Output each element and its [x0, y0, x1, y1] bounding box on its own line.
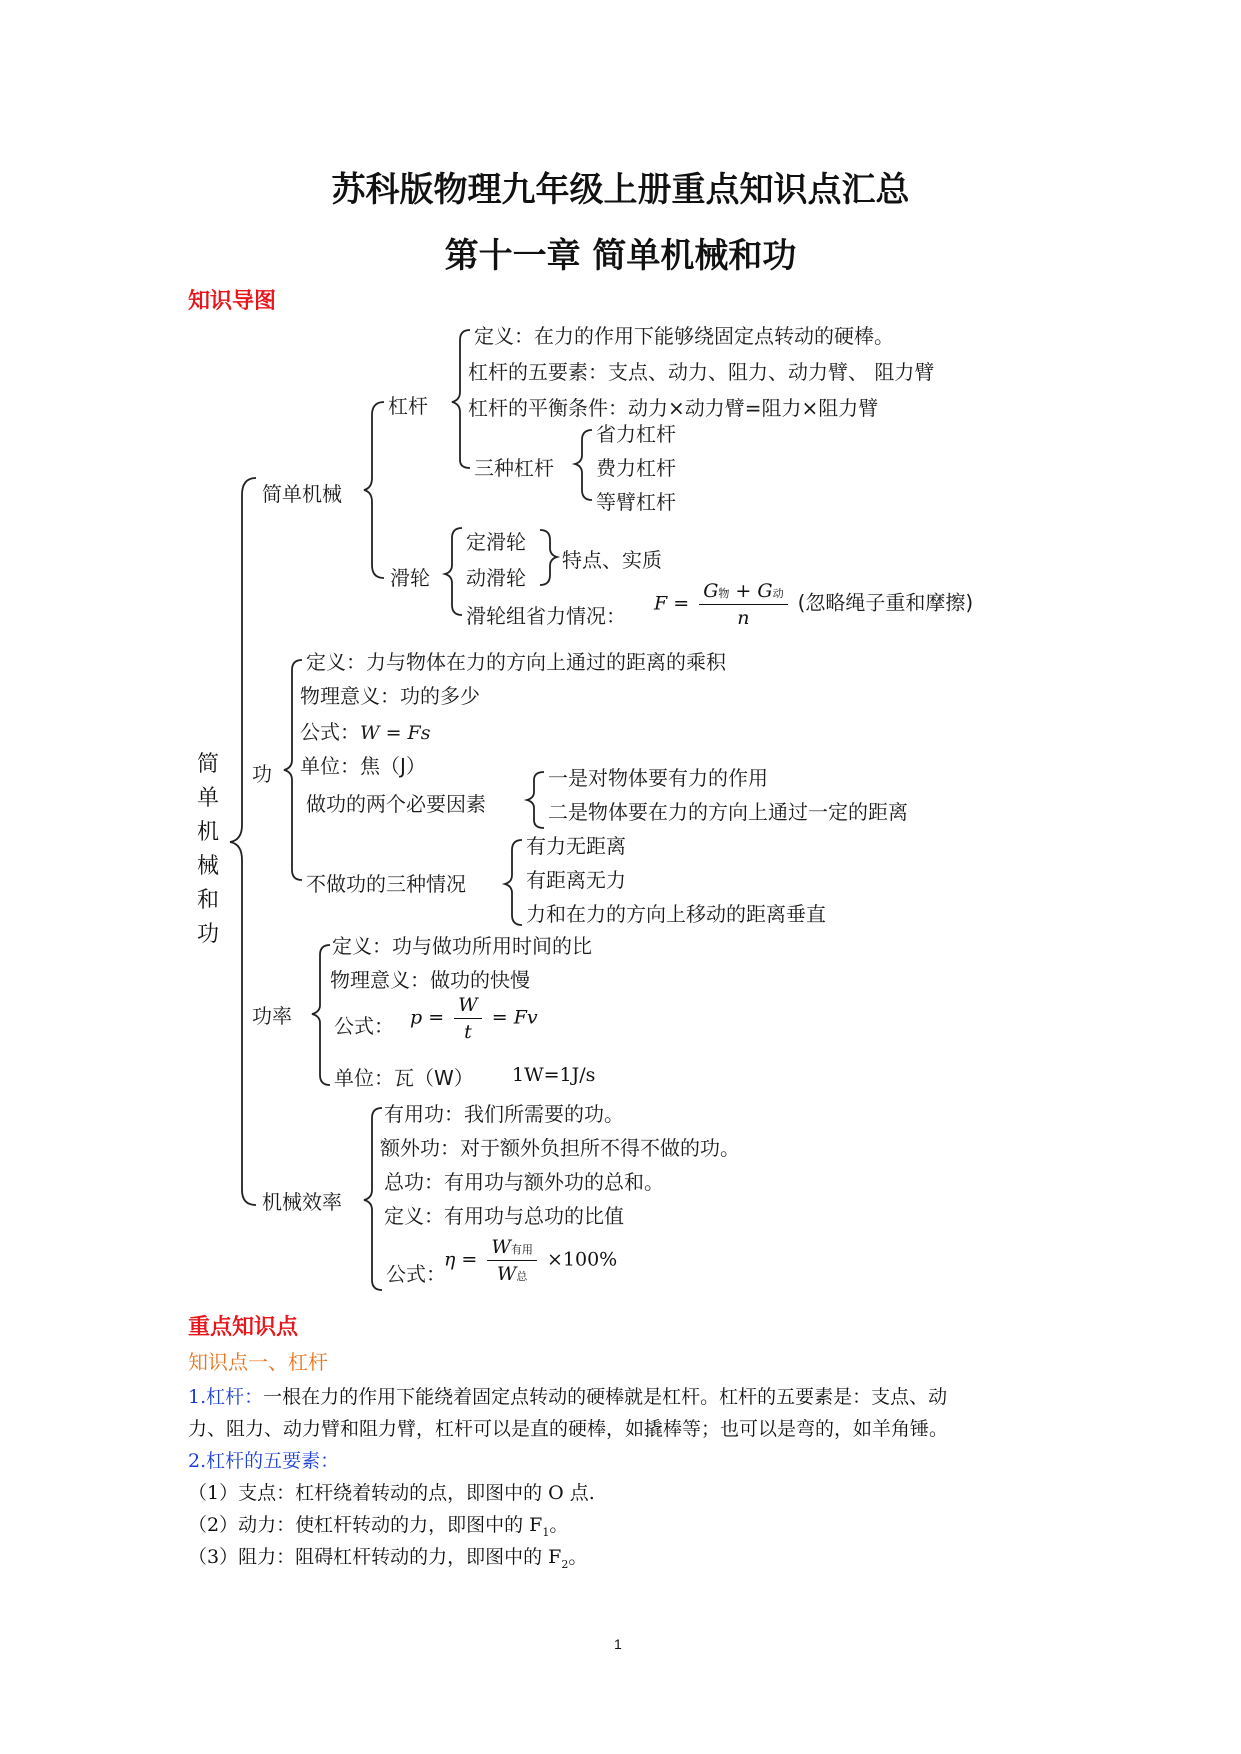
- efficiency-total: 总功：有用功与额外功的总和。: [384, 1170, 664, 1194]
- efficiency-formula: [444, 1236, 617, 1285]
- node-lever-three: 三种杠杆: [474, 456, 554, 480]
- work-meaning: 物理意义：功的多少: [300, 684, 480, 708]
- pulley-formula: [654, 580, 973, 629]
- work-factor-brace: [527, 772, 544, 828]
- page-number: 1: [614, 1636, 622, 1652]
- power-brace: [312, 945, 330, 1085]
- key-points-heading: 重点知识点: [188, 1315, 299, 1340]
- root-char: 械: [196, 854, 219, 879]
- page-title: 苏科版物理九年级上册重点知识点汇总: [331, 170, 910, 210]
- formula-rhs: ×100%: [546, 1248, 618, 1271]
- node-work: 功: [252, 762, 272, 786]
- fixed-pulley: 定滑轮: [466, 530, 526, 554]
- kp1-paragraph2-label: 2.杠杆的五要素：: [188, 1450, 340, 1472]
- formula-note: (忽略绳子重和摩擦): [797, 590, 974, 615]
- efficiency-useful: 有用功：我们所需要的功。: [384, 1102, 624, 1126]
- formula-lhs: η =: [444, 1248, 478, 1271]
- kp1-paragraph1-line2: 力、阻力、动力臂和阻力臂，杠杆可以是直的硬棒，如撬棒等；也可以是弯的，如羊角锤。: [188, 1418, 949, 1440]
- lever-balance: 杠杆的平衡条件：动力×动力臂=阻力×阻力臂: [468, 396, 879, 420]
- power-unit: 单位：瓦（W）: [334, 1066, 474, 1090]
- chapter-title: 第十一章 简单机械和功: [444, 236, 797, 276]
- simple-machine-brace: [364, 402, 384, 578]
- lever-five-elements: 杠杆的五要素：支点、动力、阻力、动力臂、 阻力臂: [468, 360, 935, 384]
- lever-type: 费力杠杆: [596, 456, 676, 480]
- formula-fraction: [487, 1236, 537, 1285]
- no-work-brace: [505, 840, 522, 925]
- formula-denominator: n: [737, 607, 750, 629]
- work-formula: 公式：W = Fs: [300, 720, 431, 744]
- work-factors: 做功的两个必要因素: [306, 792, 486, 816]
- lever-type: 等臂杠杆: [596, 490, 676, 514]
- node-simple-machine: 简单机械: [262, 482, 342, 506]
- mindmap-heading: 知识导图: [188, 289, 277, 314]
- mindmap-root: [193, 748, 223, 952]
- work-unit: 单位：焦（J）: [300, 754, 426, 778]
- efficiency-definition: 定义：有用功与总功的比值: [384, 1204, 624, 1228]
- formula-denominator: t: [464, 1021, 472, 1043]
- node-power: 功率: [252, 1004, 292, 1028]
- root-brace: [230, 478, 256, 1205]
- formula-numerator: G物 + G动: [699, 580, 787, 605]
- work-factor-item: 二是物体要在力的方向上通过一定的距离: [548, 800, 908, 824]
- root-char: 功: [196, 922, 219, 947]
- formula-denominator: W总: [496, 1263, 528, 1285]
- lever-types-brace: [575, 430, 592, 500]
- moving-pulley: 动滑轮: [466, 566, 526, 590]
- power-unit-eq: 1W=1J/s: [512, 1064, 596, 1086]
- kp1-item: （2）动力：使杠杆转动的力，即图中的 $F_1$。: [188, 1514, 569, 1539]
- node-lever: 杠杆: [388, 394, 428, 418]
- pulley-group: 滑轮组省力情况：: [466, 604, 626, 628]
- power-definition: 定义：功与做功所用时间的比: [332, 934, 592, 958]
- no-work-item: 有力无距离: [526, 834, 626, 858]
- node-pulley: 滑轮: [390, 566, 430, 590]
- formula-lhs: F =: [654, 592, 690, 615]
- pulley-feature: 特点、实质: [562, 548, 662, 572]
- formula-rhs: = Fv: [491, 1006, 538, 1029]
- pulley-feature-brace: [540, 530, 557, 585]
- formula-numerator: W有用: [487, 1236, 537, 1261]
- formula-fraction: [454, 994, 482, 1043]
- no-work-item: 力和在力的方向上移动的距离垂直: [526, 902, 826, 926]
- lever-type: 省力杠杆: [596, 422, 676, 446]
- node-efficiency: 机械效率: [262, 1190, 342, 1214]
- efficiency-formula-label: 公式：: [386, 1262, 446, 1286]
- kp1-item: （1）支点：杠杆绕着转动的点，即图中的 O 点.: [188, 1482, 595, 1504]
- pulley-brace: [445, 528, 462, 615]
- root-char: 和: [196, 888, 219, 913]
- root-char: 简: [196, 752, 219, 777]
- formula-numerator: W: [454, 994, 482, 1019]
- power-formula: [410, 994, 538, 1043]
- efficiency-extra: 额外功：对于额外负担所不得不做的功。: [380, 1136, 740, 1160]
- power-meaning: 物理意义：做功的快慢: [330, 968, 530, 992]
- no-work: 不做功的三种情况: [306, 872, 466, 896]
- power-formula-label: 公式：: [334, 1014, 394, 1038]
- work-definition: 定义：力与物体在力的方向上通过的距离的乘积: [306, 650, 726, 674]
- root-char: 机: [196, 820, 219, 845]
- kp1-label: 1.杠杆：: [188, 1386, 264, 1408]
- formula-lhs: p =: [410, 1006, 445, 1029]
- kp1-paragraph1-line1: 1.杠杆：一根在力的作用下能绕着固定点转动的硬棒就是杠杆。杠杆的五要素是：支点、动: [188, 1386, 948, 1408]
- kp1-item: （3）阻力：阻碍杠杆转动的力，即图中的 $F_2$。: [188, 1546, 588, 1571]
- no-work-item: 有距离无力: [526, 868, 626, 892]
- kp1-heading: 知识点一、杠杆: [188, 1350, 328, 1374]
- work-factor-item: 一是对物体要有力的作用: [548, 766, 768, 790]
- formula-fraction: [699, 580, 787, 629]
- lever-definition: 定义：在力的作用下能够绕固定点转动的硬棒。: [474, 324, 894, 348]
- root-char: 单: [196, 786, 219, 811]
